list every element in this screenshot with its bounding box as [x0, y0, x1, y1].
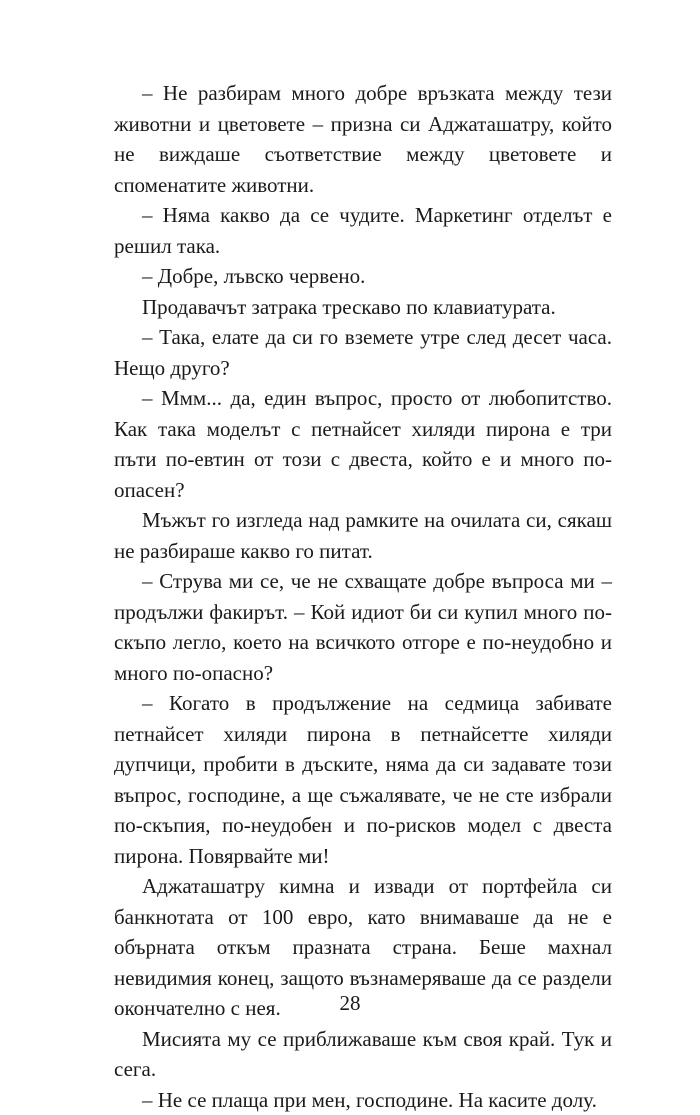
paragraph-2: – Няма какво да се чудите. Маркетинг отделът е решил така. — [114, 200, 612, 261]
paragraph-7: Мъжът го изгледа над рамките на очилата си, сякаш не разбираше какво го питат. — [114, 505, 612, 566]
page-number: 28 — [0, 990, 700, 1016]
paragraph-11: Мисията му се приближаваше към своя край. Тук и сега. — [114, 1024, 612, 1085]
paragraph-12: – Не се плаща при мен, господине. На касите долу. — [114, 1085, 612, 1115]
body-text — [114, 78, 612, 1115]
paragraph-1: – Не разбирам много добре връзката между тези животни и цветовете – призна си Аджаташатру, който не виждаше съответствие между цветовете и споменатите животни. — [114, 78, 612, 200]
paragraph-4: Продавачът затрака трескаво по клавиатурата. — [114, 292, 612, 323]
paragraph-3: – Добре, лъвско червено. — [114, 261, 612, 292]
paragraph-6: – Ммм... да, един въпрос, просто от любопитство. Как така моделът с петнайсет хиляди пирона е три пъти по-евтин от този с двеста, който е и много по-опасен? — [114, 383, 612, 505]
paragraph-5: – Така, елате да си го вземете утре след десет часа. Нещо друго? — [114, 322, 612, 383]
paragraph-10: Аджаташатру кимна и извади от портфейла си банкнотата от 100 евро, като внимаваше да не е обърната откъм празната страна. Беше махнал невидимия конец, защото възнамеряваше да се раздели окончателно с нея. — [114, 871, 612, 1024]
paragraph-8: – Струва ми се, че не схващате добре въпроса ми – продължи факирът. – Кой идиот би си купил много по-скъпо легло, което на всичкото отгоре е по-неудобно и много по-опасно? — [114, 566, 612, 688]
paragraph-9: – Когато в продължение на седмица забивате петнайсет хиляди пирона в петнайсетте хиляди дупчици, пробити в дъските, няма да си задавате този въпрос, господине, а ще съжалявате, че не сте избрали по-скъпия, по-неудобен и по-рисков модел с двеста пирона. Повярвайте ми! — [114, 688, 612, 871]
